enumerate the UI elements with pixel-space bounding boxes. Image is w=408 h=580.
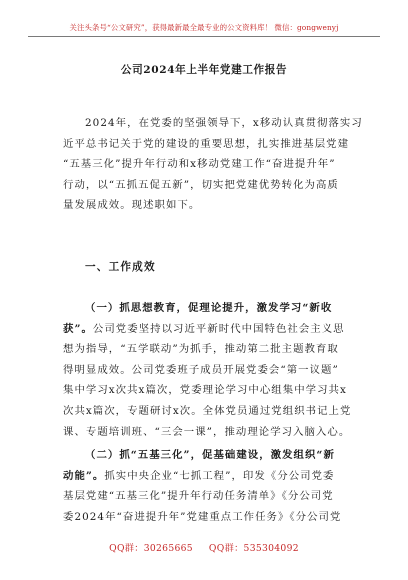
paragraph-line: 量发展成效。现述职如下。 [63,199,201,212]
paragraph-line: 想为指导，“五学联动”为抓手，推动第二批主题教育取 [63,343,339,356]
footer-contact [0,540,408,554]
header-notice: 关注头条号“公文研究”，获得最新最全最专业的公文资料库！ 微信：gongwenyj [69,23,339,32]
paragraph-line: 近平总书记关于党的建设的重要思想，扎实推进基层党建 [63,137,350,150]
paragraph-line: 2024年，在党委的坚强领导下，x移动认真贯彻落实习 [85,117,363,129]
footer-qq-group-1: QQ群：30265665 [109,543,193,554]
paragraph-line: 课、专题培训班、“三会一课”，推动理论学习入脑入心。 [63,425,351,438]
paragraph-line: 集中学习x次共x篇次，党委理论学习中心组集中学习共x [63,384,347,397]
item1-heading-line: （一）抓思想教育，促理论提升，激发学习“新收 [85,302,333,314]
footer-qq-group-2: QQ群：535304092 [208,543,299,554]
paragraph-line: 行动，以“五抓五促五新”，切实把党建优势转化为高质 [63,178,339,191]
paragraph-line: 委2024年“奋进提升年”党建重点工作任务》《分公司党 [63,510,342,523]
item1-heading-tail: 获”。 [63,322,93,335]
document-title: 公司2024年上半年党建工作报告 [120,64,288,76]
paragraph-line [63,319,349,340]
intro-paragraph [63,113,363,216]
item2-heading-line: （二）抓“五基三化”，促基础建设，激发组织“新 [85,449,335,461]
item1-text-start: 公司党委坚持以习近平新时代中国特色社会主义思 [92,322,345,335]
paragraph-line: 基层党建“五基三化”提升年行动任务清单》《分公司党 [63,490,334,503]
paragraph-line: 次共x篇次，专题研讨x次。全体党员通过党组织书记上党 [63,404,352,417]
paragraph-line [63,466,349,487]
paragraph-line: “五基三化”提升年行动和x移动党建工作“奋进提升年” [63,158,336,171]
section-heading: 一、工作成效 [85,261,156,273]
header-divider [28,36,380,37]
item2-text-start: 抓实中央企业“七抓工程”，印发《分公司党委 [104,469,335,482]
item1-paragraph [63,298,352,442]
item2-paragraph [63,445,349,527]
item2-heading-tail: 动能”。 [63,469,105,482]
paragraph-line: 得明显成效。公司党委班子成员开展党委会“第一议题” [63,363,339,376]
